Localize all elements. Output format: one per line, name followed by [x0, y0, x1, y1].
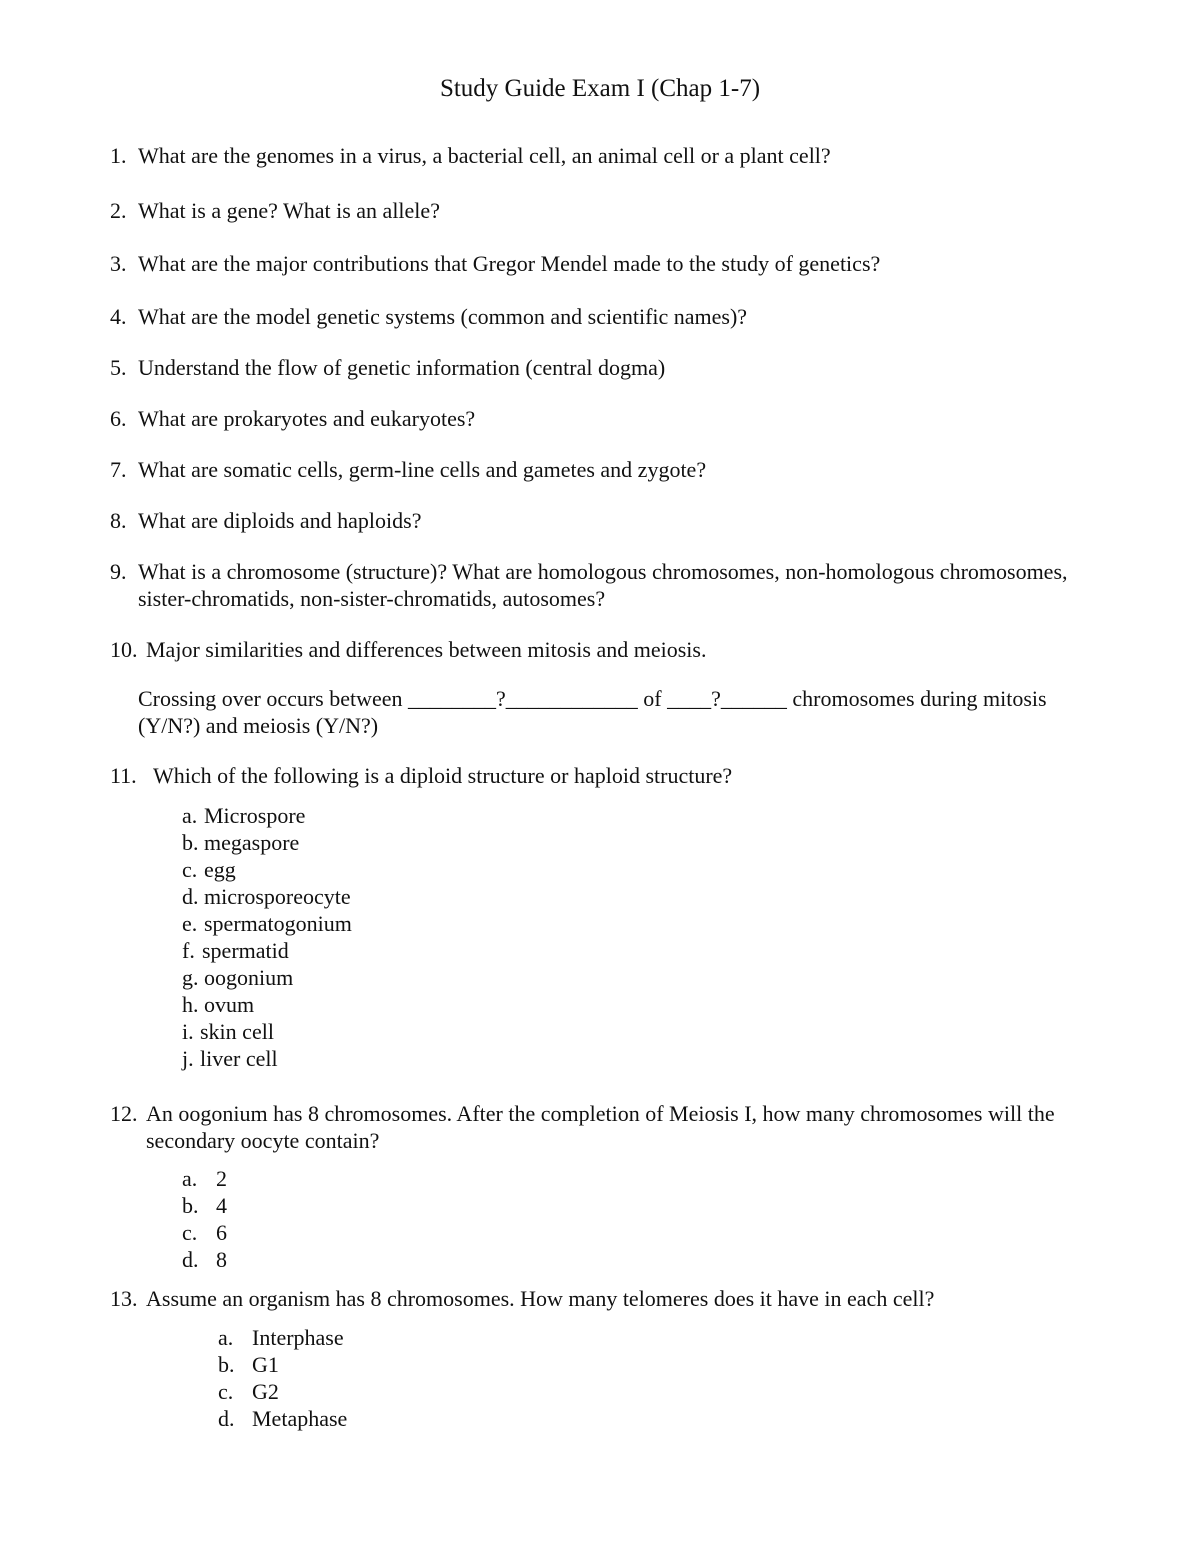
question-5 — [110, 354, 1100, 381]
list-item: c. 6 — [182, 1220, 227, 1245]
question-number: 3. — [110, 251, 127, 276]
question-text: An oogonium has 8 chromosomes. After the completion of Meiosis I, how many chromosomes will the secondary oocyte contain? — [146, 1101, 1055, 1153]
question-4 — [110, 303, 1100, 330]
question-3 — [110, 250, 1100, 277]
question-number: 4. — [110, 304, 127, 329]
question-number: 9. — [110, 559, 127, 584]
page-title: Study Guide Exam I (Chap 1-7) — [439, 75, 761, 102]
list-item: f. spermatid — [182, 938, 289, 963]
question-text: What are prokaryotes and eukaryotes? — [138, 406, 476, 431]
crossing-over-prompt: Crossing over occurs between ________?____________ of ____?______ chromosomes during mitosis (Y/N?) and meiosis (Y/N?) — [138, 686, 1047, 738]
list-item: c. G2 — [218, 1379, 279, 1404]
question-number: 12. — [110, 1101, 138, 1126]
question-number: 7. — [110, 457, 127, 482]
list-item: i. skin cell — [182, 1019, 274, 1044]
question-number: 8. — [110, 508, 127, 533]
question-text: Which of the following is a diploid structure or haploid structure? — [153, 763, 733, 788]
list-item: d. Metaphase — [218, 1406, 348, 1431]
question-text: Major similarities and differences between mitosis and meiosis. — [146, 637, 707, 662]
question-number: 2. — [110, 198, 127, 223]
list-item: h. ovum — [182, 992, 255, 1017]
list-item: b. G1 — [218, 1352, 279, 1377]
q13-options — [218, 1324, 518, 1432]
question-number: 5. — [110, 355, 127, 380]
list-item: a. 2 — [182, 1166, 227, 1191]
q12-options — [182, 1165, 382, 1273]
question-number: 11. — [110, 763, 137, 788]
list-item: b. megaspore — [182, 830, 300, 855]
question-number: 1. — [110, 143, 127, 168]
list-item: c. egg — [182, 857, 236, 882]
list-item: j. liver cell — [182, 1046, 278, 1071]
list-item: g. oogonium — [182, 965, 294, 990]
question-text: What are diploids and haploids? — [138, 508, 422, 533]
question-number: 6. — [110, 406, 127, 431]
question-11 — [110, 762, 1100, 789]
question-13 — [110, 1285, 1100, 1312]
question-2 — [110, 197, 1100, 224]
question-12 — [110, 1100, 1100, 1154]
question-text: Understand the flow of genetic information (central dogma) — [138, 355, 666, 380]
list-item: d. microsporeocyte — [182, 884, 351, 909]
list-item: a. Microspore — [182, 803, 306, 828]
question-number: 13. — [110, 1286, 138, 1311]
question-1 — [110, 142, 1100, 169]
question-8 — [110, 507, 1100, 534]
question-10 — [110, 636, 1100, 663]
question-7 — [110, 456, 1100, 483]
question-text: What is a gene? What is an allele? — [138, 198, 440, 223]
question-text: What are the major contributions that Gregor Mendel made to the study of genetics? — [138, 251, 881, 276]
list-item: d. 8 — [182, 1247, 227, 1272]
question-text: What are somatic cells, germ-line cells and gametes and zygote? — [138, 457, 707, 482]
question-9 — [110, 558, 1100, 612]
q11-options — [182, 802, 482, 1072]
question-text: What are the model genetic systems (common and scientific names)? — [138, 304, 748, 329]
question-text: What is a chromosome (structure)? What are homologous chromosomes, non-homologous chromosomes, sister-chromatids, non-sister-chromatids, autosomes? — [138, 559, 1068, 611]
list-item: a. Interphase — [218, 1325, 344, 1350]
question-number: 10. — [110, 637, 138, 662]
list-item: b. 4 — [182, 1193, 227, 1218]
list-item: e. spermatogonium — [182, 911, 352, 936]
question-text: What are the genomes in a virus, a bacterial cell, an animal cell or a plant cell? — [138, 143, 831, 168]
question-6 — [110, 405, 1100, 432]
question-text: Assume an organism has 8 chromosomes. How many telomeres does it have in each cell? — [146, 1286, 935, 1311]
